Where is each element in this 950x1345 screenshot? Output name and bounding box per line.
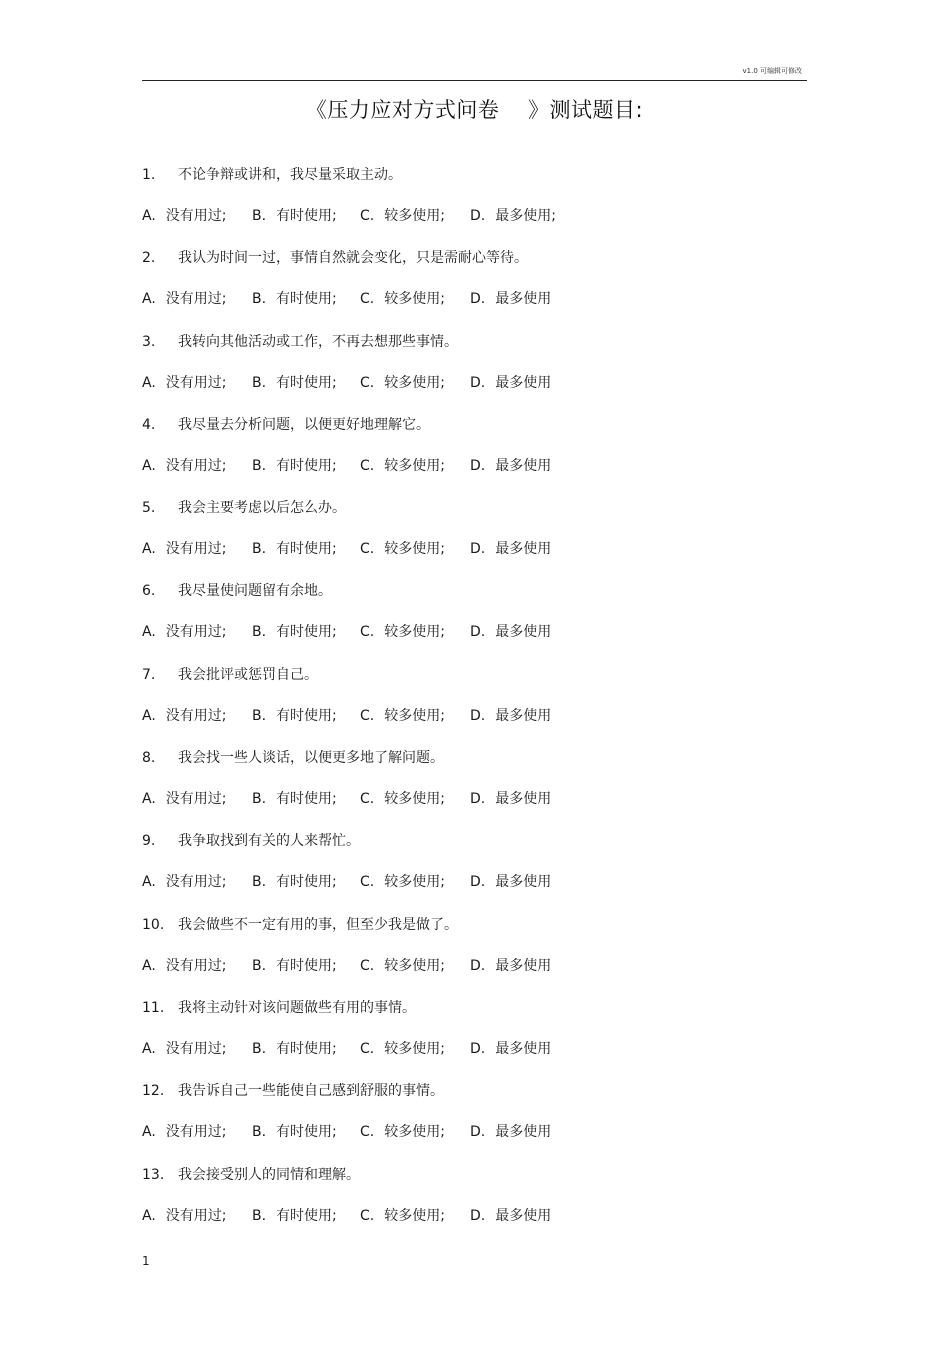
question-item (142, 1163, 807, 1246)
option-letter: B. (252, 1040, 267, 1057)
option-text: 没有用过; (165, 1207, 227, 1224)
option-line (142, 1204, 551, 1228)
option-line (142, 954, 551, 978)
question-text: 我会找一些人谈话，以便更多地了解问题。 (178, 750, 444, 767)
option-line (142, 204, 556, 228)
option-text: 有时使用; (276, 791, 337, 808)
option-letter: D. (470, 957, 486, 974)
option-a[interactable] (142, 371, 252, 395)
option-line (142, 870, 551, 894)
option-text: 有时使用; (276, 541, 337, 558)
question-item (142, 746, 807, 829)
question-item (142, 663, 807, 746)
option-d[interactable] (470, 371, 551, 395)
option-text: 没有用过; (165, 541, 227, 558)
question-item (142, 413, 807, 496)
option-text: 没有用过; (165, 874, 227, 891)
option-letter: A. (142, 208, 156, 224)
option-c[interactable] (360, 870, 470, 894)
option-text: 较多使用; (384, 374, 445, 391)
question-number: 3. (142, 333, 156, 350)
option-letter: A. (142, 957, 156, 974)
question-text: 我会做些不一定有用的事，但至少我是做了。 (178, 916, 458, 933)
option-letter: B. (252, 1124, 267, 1141)
option-text: 有时使用; (276, 624, 337, 641)
option-a[interactable] (142, 537, 252, 561)
option-d[interactable] (470, 454, 551, 478)
option-text: 最多使用 (495, 541, 552, 558)
question-item (142, 579, 807, 662)
option-letter: A. (142, 1124, 156, 1141)
header-version-note: v1.0 可编辑可修改 (742, 67, 802, 75)
option-letter: D. (470, 457, 486, 474)
option-line (142, 620, 551, 644)
option-c[interactable] (360, 1120, 470, 1144)
option-letter: C. (360, 541, 375, 558)
option-c[interactable] (360, 1204, 470, 1228)
option-text: 最多使用 (495, 791, 552, 808)
question-item (142, 913, 807, 996)
option-line (142, 704, 551, 728)
question-number: 4. (142, 416, 156, 433)
question-line (142, 1163, 360, 1187)
option-b[interactable] (252, 870, 360, 894)
option-letter: A. (142, 1040, 156, 1057)
option-d[interactable] (470, 1204, 551, 1228)
option-text: 有时使用; (276, 374, 337, 391)
question-number: 12. (142, 1083, 165, 1100)
option-text: 有时使用; (276, 457, 337, 474)
option-a[interactable] (142, 787, 252, 811)
option-letter: C. (360, 624, 375, 641)
option-text: 有时使用; (276, 1040, 337, 1057)
option-text: 没有用过; (165, 1040, 227, 1057)
option-text: 有时使用; (276, 208, 337, 224)
option-text: 没有用过; (165, 374, 227, 391)
option-b[interactable] (252, 204, 360, 228)
question-item (142, 996, 807, 1079)
question-text: 我将主动针对该问题做些有用的事情。 (178, 999, 416, 1016)
option-text: 较多使用; (384, 291, 445, 308)
option-a[interactable] (142, 954, 252, 978)
option-letter: D. (470, 874, 486, 891)
option-d[interactable] (470, 954, 551, 978)
option-letter: D. (470, 791, 486, 808)
option-letter: B. (252, 541, 267, 558)
option-b[interactable] (252, 1204, 360, 1228)
question-item (142, 330, 807, 413)
option-d[interactable] (470, 870, 551, 894)
option-letter: B. (252, 707, 267, 724)
question-line (142, 996, 416, 1020)
question-number: 5. (142, 500, 156, 517)
option-letter: B. (252, 957, 267, 974)
option-d[interactable] (470, 620, 551, 644)
option-text: 有时使用; (276, 1207, 337, 1224)
question-number: 7. (142, 666, 156, 683)
option-text: 没有用过; (165, 707, 227, 724)
option-text: 有时使用; (276, 1124, 337, 1141)
option-letter: A. (142, 291, 156, 308)
option-letter: C. (360, 707, 375, 724)
option-letter: A. (142, 1207, 156, 1224)
question-item (142, 163, 807, 246)
option-letter: D. (470, 1124, 486, 1141)
option-c[interactable] (360, 204, 470, 228)
question-number: 1. (142, 167, 156, 183)
question-line (142, 746, 444, 770)
question-line (142, 1079, 444, 1103)
option-d[interactable] (470, 204, 556, 228)
option-letter: D. (470, 291, 486, 308)
option-text: 最多使用 (495, 1040, 552, 1057)
option-letter: D. (470, 374, 486, 391)
option-text: 较多使用; (384, 208, 445, 224)
option-text: 有时使用; (276, 874, 337, 891)
option-text: 最多使用 (495, 1124, 552, 1141)
option-letter: B. (252, 791, 267, 808)
question-text: 我会批评或惩罚自己。 (178, 666, 318, 683)
option-letter: C. (360, 1040, 375, 1057)
option-text: 没有用过; (165, 957, 227, 974)
option-letter: A. (142, 624, 156, 641)
option-line (142, 537, 551, 561)
option-letter: A. (142, 791, 156, 808)
option-line (142, 787, 551, 811)
question-text: 我告诉自己一些能使自己感到舒服的事情。 (178, 1083, 444, 1100)
option-line (142, 454, 551, 478)
option-c[interactable] (360, 537, 470, 561)
question-number: 11. (142, 999, 165, 1016)
option-d[interactable] (470, 537, 551, 561)
option-letter: C. (360, 791, 375, 808)
page-number: 1 (142, 1254, 150, 1268)
option-a[interactable] (142, 870, 252, 894)
option-letter: C. (360, 957, 375, 974)
question-number: 13. (142, 1166, 165, 1183)
question-line (142, 829, 360, 853)
question-line (142, 330, 458, 354)
option-text: 最多使用 (495, 707, 552, 724)
question-line (142, 663, 318, 687)
question-text: 我争取找到有关的人来帮忙。 (178, 833, 360, 850)
option-a[interactable] (142, 704, 252, 728)
option-letter: D. (470, 1207, 486, 1224)
option-text: 没有用过; (165, 208, 227, 224)
option-text: 较多使用; (384, 707, 445, 724)
option-text: 最多使用 (495, 291, 552, 308)
question-line (142, 579, 332, 603)
question-item (142, 1079, 807, 1162)
option-letter: B. (252, 624, 267, 641)
option-text: 较多使用; (384, 624, 445, 641)
option-letter: A. (142, 541, 156, 558)
option-text: 较多使用; (384, 791, 445, 808)
option-letter: A. (142, 374, 156, 391)
option-text: 最多使用; (495, 208, 556, 224)
option-letter: C. (360, 208, 375, 224)
option-text: 最多使用 (495, 874, 552, 891)
option-text: 没有用过; (165, 1124, 227, 1141)
option-c[interactable] (360, 1037, 470, 1061)
option-line (142, 287, 551, 311)
option-d[interactable] (470, 287, 551, 311)
option-b[interactable] (252, 1037, 360, 1061)
option-letter: B. (252, 874, 267, 891)
header-divider (142, 80, 807, 81)
option-text: 最多使用 (495, 457, 552, 474)
option-d[interactable] (470, 1120, 551, 1144)
option-text: 没有用过; (165, 457, 227, 474)
option-d[interactable] (470, 1037, 551, 1061)
option-a[interactable] (142, 1204, 252, 1228)
question-line (142, 913, 458, 937)
option-letter: B. (252, 457, 267, 474)
option-a[interactable] (142, 454, 252, 478)
question-line (142, 163, 402, 187)
option-text: 较多使用; (384, 1124, 445, 1141)
option-letter: C. (360, 1207, 375, 1224)
question-item (142, 246, 807, 329)
option-letter: B. (252, 291, 267, 308)
document-title: 《压力应对方式问卷 》测试题目: (305, 98, 644, 122)
option-b[interactable] (252, 1120, 360, 1144)
question-item (142, 496, 807, 579)
option-letter: D. (470, 624, 486, 641)
option-b[interactable] (252, 704, 360, 728)
option-text: 没有用过; (165, 291, 227, 308)
question-number: 10. (142, 916, 165, 933)
option-text: 没有用过; (165, 624, 227, 641)
option-a[interactable] (142, 620, 252, 644)
question-line (142, 246, 528, 270)
option-b[interactable] (252, 787, 360, 811)
question-line (142, 496, 346, 520)
option-text: 最多使用 (495, 624, 552, 641)
option-b[interactable] (252, 954, 360, 978)
question-number: 2. (142, 250, 156, 267)
option-letter: C. (360, 874, 375, 891)
question-text: 我转向其他活动或工作，不再去想那些事情。 (178, 333, 458, 350)
option-text: 最多使用 (495, 957, 552, 974)
question-list (142, 163, 807, 1246)
question-text: 我认为时间一过，事情自然就会变化，只是需耐心等待。 (178, 250, 528, 267)
option-b[interactable] (252, 371, 360, 395)
option-line (142, 1037, 551, 1061)
question-line (142, 413, 430, 437)
option-b[interactable] (252, 454, 360, 478)
question-text: 我会接受别人的同情和理解。 (178, 1166, 360, 1183)
option-text: 有时使用; (276, 707, 337, 724)
option-text: 较多使用; (384, 874, 445, 891)
option-c[interactable] (360, 454, 470, 478)
option-letter: C. (360, 291, 375, 308)
question-text: 不论争辩或讲和，我尽量采取主动。 (178, 167, 402, 183)
question-text: 我尽量去分析问题，以便更好地理解它。 (178, 416, 430, 433)
option-c[interactable] (360, 371, 470, 395)
option-text: 较多使用; (384, 457, 445, 474)
option-b[interactable] (252, 537, 360, 561)
option-d[interactable] (470, 704, 551, 728)
question-text: 我会主要考虑以后怎么办。 (178, 500, 346, 517)
option-letter: B. (252, 1207, 267, 1224)
option-text: 有时使用; (276, 291, 337, 308)
option-letter: A. (142, 874, 156, 891)
option-a[interactable] (142, 204, 252, 228)
option-text: 没有用过; (165, 791, 227, 808)
option-text: 最多使用 (495, 374, 552, 391)
option-c[interactable] (360, 954, 470, 978)
option-c[interactable] (360, 620, 470, 644)
option-text: 较多使用; (384, 1040, 445, 1057)
option-letter: D. (470, 1040, 486, 1057)
option-letter: D. (470, 208, 486, 224)
question-number: 8. (142, 750, 156, 767)
option-letter: B. (252, 208, 267, 224)
option-letter: A. (142, 707, 156, 724)
option-letter: D. (470, 707, 486, 724)
option-a[interactable] (142, 287, 252, 311)
option-a[interactable] (142, 1120, 252, 1144)
option-text: 有时使用; (276, 957, 337, 974)
option-b[interactable] (252, 287, 360, 311)
option-text: 较多使用; (384, 957, 445, 974)
question-item (142, 829, 807, 912)
option-line (142, 371, 551, 395)
question-text: 我尽量使问题留有余地。 (178, 583, 332, 600)
option-c[interactable] (360, 704, 470, 728)
option-text: 较多使用; (384, 1207, 445, 1224)
option-c[interactable] (360, 787, 470, 811)
option-text: 最多使用 (495, 1207, 552, 1224)
option-letter: C. (360, 457, 375, 474)
option-a[interactable] (142, 1037, 252, 1061)
option-d[interactable] (470, 787, 551, 811)
question-number: 9. (142, 833, 156, 850)
option-text: 较多使用; (384, 541, 445, 558)
option-b[interactable] (252, 620, 360, 644)
option-letter: C. (360, 1124, 375, 1141)
option-c[interactable] (360, 287, 470, 311)
option-line (142, 1120, 551, 1144)
option-letter: B. (252, 374, 267, 391)
option-letter: A. (142, 457, 156, 474)
option-letter: D. (470, 541, 486, 558)
option-letter: C. (360, 374, 375, 391)
question-number: 6. (142, 583, 156, 600)
